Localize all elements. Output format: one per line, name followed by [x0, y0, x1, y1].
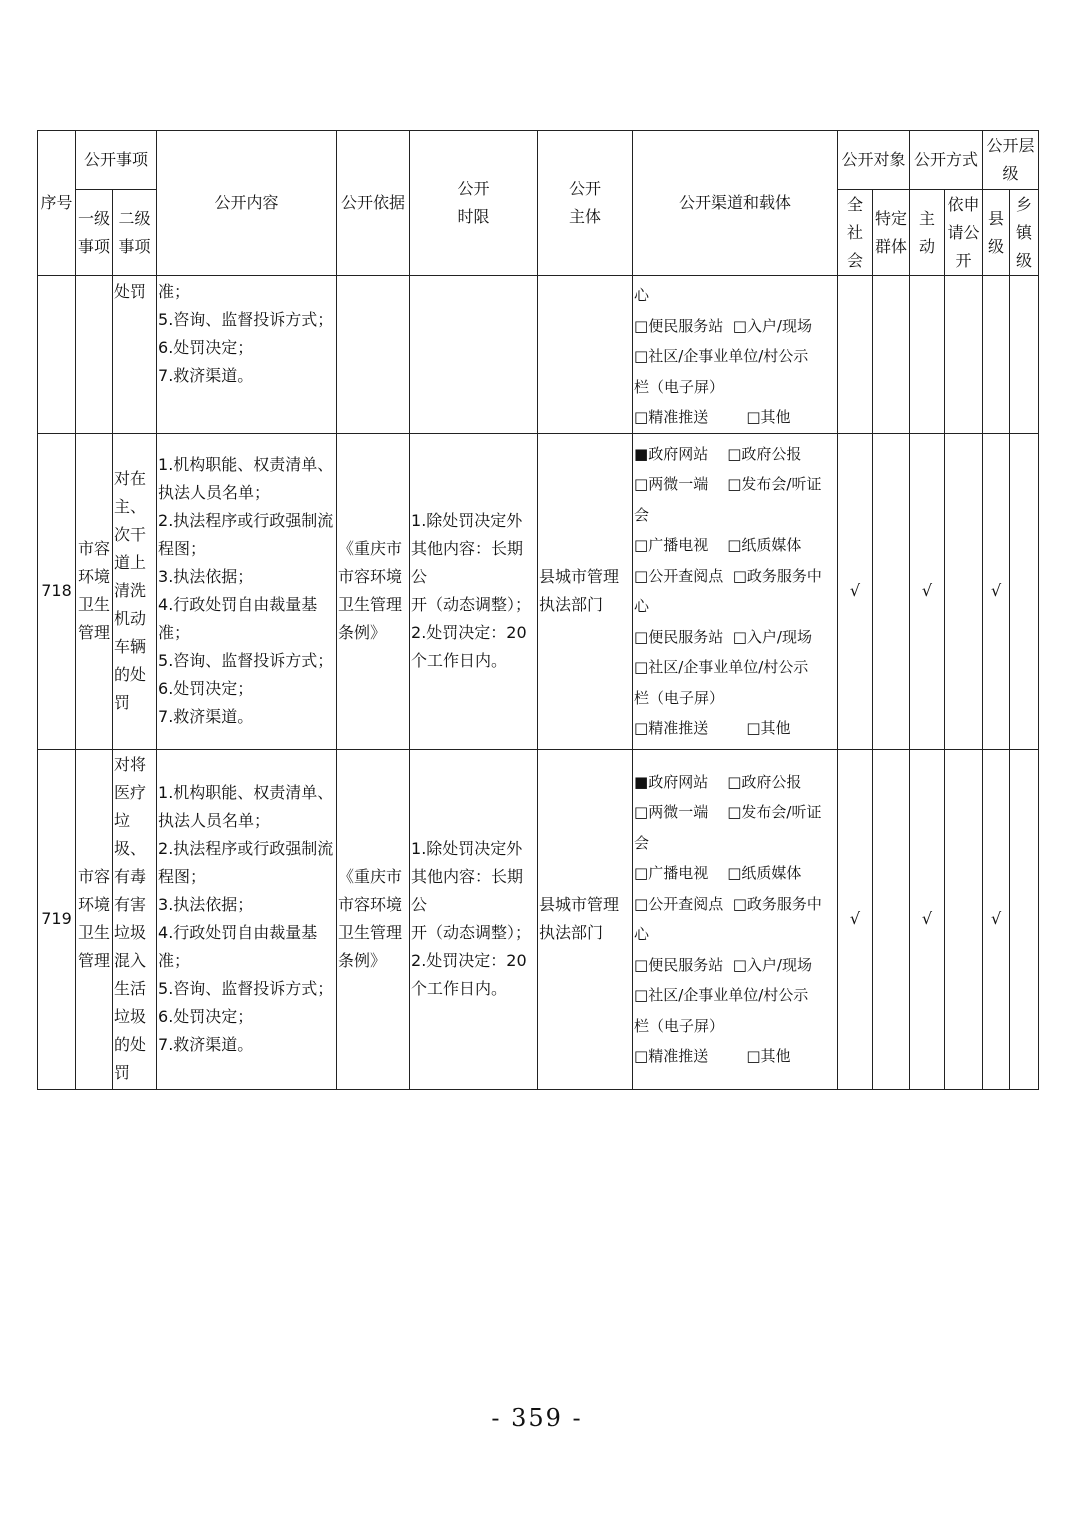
row-level1: 市容 环境 卫生 管理: [76, 433, 113, 749]
header-township: 乡 镇 级: [1010, 190, 1039, 276]
header-on-request: 依申 请公 开: [945, 190, 983, 276]
row-active: [910, 276, 945, 434]
row-channels: 心 □便民服务站 □入户/现场 □社区/企事业单位/村公示 栏（电子屏） □精准推送 □其他: [633, 276, 838, 434]
header-seq: 序号: [38, 131, 76, 276]
row-on-request: [945, 276, 983, 434]
row-channels: ■政府网站 □政府公报 □两微一端 □发布会/听证 会 □广播电视 □纸质媒体 □公开查阅点 □政务服务中 心 □便民服务站 □入户/现场 □社区/企事业单位/村公示 栏（电子屏） □精准推送 □其他: [633, 749, 838, 1089]
row-content: 准； 5.咨询、监督投诉方式； 6.处罚决定； 7.救济渠道。: [157, 276, 337, 434]
header-active: 主 动: [910, 190, 945, 276]
row-township: [1010, 276, 1039, 434]
header-level: 公开层 级: [983, 131, 1039, 190]
row-level2: 对在 主、 次干 道上 清洗 机动 车辆 的处 罚: [113, 433, 157, 749]
row-level2: 对将 医疗 垃 圾、 有毒 有害 垃圾 混入 生活 垃圾 的处 罚: [113, 749, 157, 1089]
row-specific-group: [873, 749, 910, 1089]
header-level2: 二级 事项: [113, 190, 157, 276]
row-time-limit: 1.除处罚决定外 其他内容：长期公 开（动态调整）； 2.处罚决定：20 个工作日内。: [410, 433, 538, 749]
header-row-1: [38, 131, 1039, 190]
row-county: √: [983, 433, 1010, 749]
header-subject: 公开 主体: [538, 131, 633, 276]
row-on-request: [945, 749, 983, 1089]
disclosure-table: [37, 130, 1039, 1090]
header-level1: 一级 事项: [76, 190, 113, 276]
header-method: 公开方式: [910, 131, 983, 190]
header-matters: 公开事项: [76, 131, 157, 190]
row-all-society: [838, 276, 873, 434]
row-active: √: [910, 749, 945, 1089]
row-channels: ■政府网站 □政府公报 □两微一端 □发布会/听证 会 □广播电视 □纸质媒体 □公开查阅点 □政务服务中 心 □便民服务站 □入户/现场 □社区/企事业单位/村公示 栏（电子屏） □精准推送 □其他: [633, 433, 838, 749]
header-time-limit: 公开 时限: [410, 131, 538, 276]
row-time-limit: [410, 276, 538, 434]
header-channels: 公开渠道和载体: [633, 131, 838, 276]
header-all-society: 全 社 会: [838, 190, 873, 276]
header-basis: 公开依据: [337, 131, 410, 276]
row-level2: 处罚: [113, 276, 157, 434]
row-specific-group: [873, 276, 910, 434]
row-township: [1010, 749, 1039, 1089]
table-row: [38, 749, 1039, 1089]
header-county: 县 级: [983, 190, 1010, 276]
row-all-society: √: [838, 433, 873, 749]
row-seq: 719: [38, 749, 76, 1089]
row-subject: 县城市管理 执法部门: [538, 749, 633, 1089]
row-county: [983, 276, 1010, 434]
row-level1: 市容 环境 卫生 管理: [76, 749, 113, 1089]
header-specific-group: 特定 群体: [873, 190, 910, 276]
page-number: - 359 -: [491, 1404, 583, 1432]
row-basis: 《重庆市 市容环境 卫生管理 条例》: [337, 749, 410, 1089]
row-subject: 县城市管理 执法部门: [538, 433, 633, 749]
row-all-society: √: [838, 749, 873, 1089]
row-time-limit: 1.除处罚决定外 其他内容：长期公 开（动态调整）； 2.处罚决定：20 个工作日内。: [410, 749, 538, 1089]
row-basis: [337, 276, 410, 434]
row-township: [1010, 433, 1039, 749]
row-content: 1.机构职能、权责清单、 执法人员名单； 2.执法程序或行政强制流 程图； 3.执法依据； 4.行政处罚自由裁量基 准； 5.咨询、监督投诉方式； 6.处罚决定； 7.救济渠道。: [157, 749, 337, 1089]
row-basis: 《重庆市 市容环境 卫生管理 条例》: [337, 433, 410, 749]
row-on-request: [945, 433, 983, 749]
table-row: [38, 433, 1039, 749]
row-county: √: [983, 749, 1010, 1089]
row-active: √: [910, 433, 945, 749]
table-row: [38, 276, 1039, 434]
header-target: 公开对象: [838, 131, 910, 190]
row-specific-group: [873, 433, 910, 749]
row-content: 1.机构职能、权责清单、 执法人员名单； 2.执法程序或行政强制流 程图； 3.执法依据； 4.行政处罚自由裁量基 准； 5.咨询、监督投诉方式； 6.处罚决定； 7.救济渠道。: [157, 433, 337, 749]
header-content: 公开内容: [157, 131, 337, 276]
row-seq: 718: [38, 433, 76, 749]
row-level1: [76, 276, 113, 434]
row-seq: [38, 276, 76, 434]
row-subject: [538, 276, 633, 434]
